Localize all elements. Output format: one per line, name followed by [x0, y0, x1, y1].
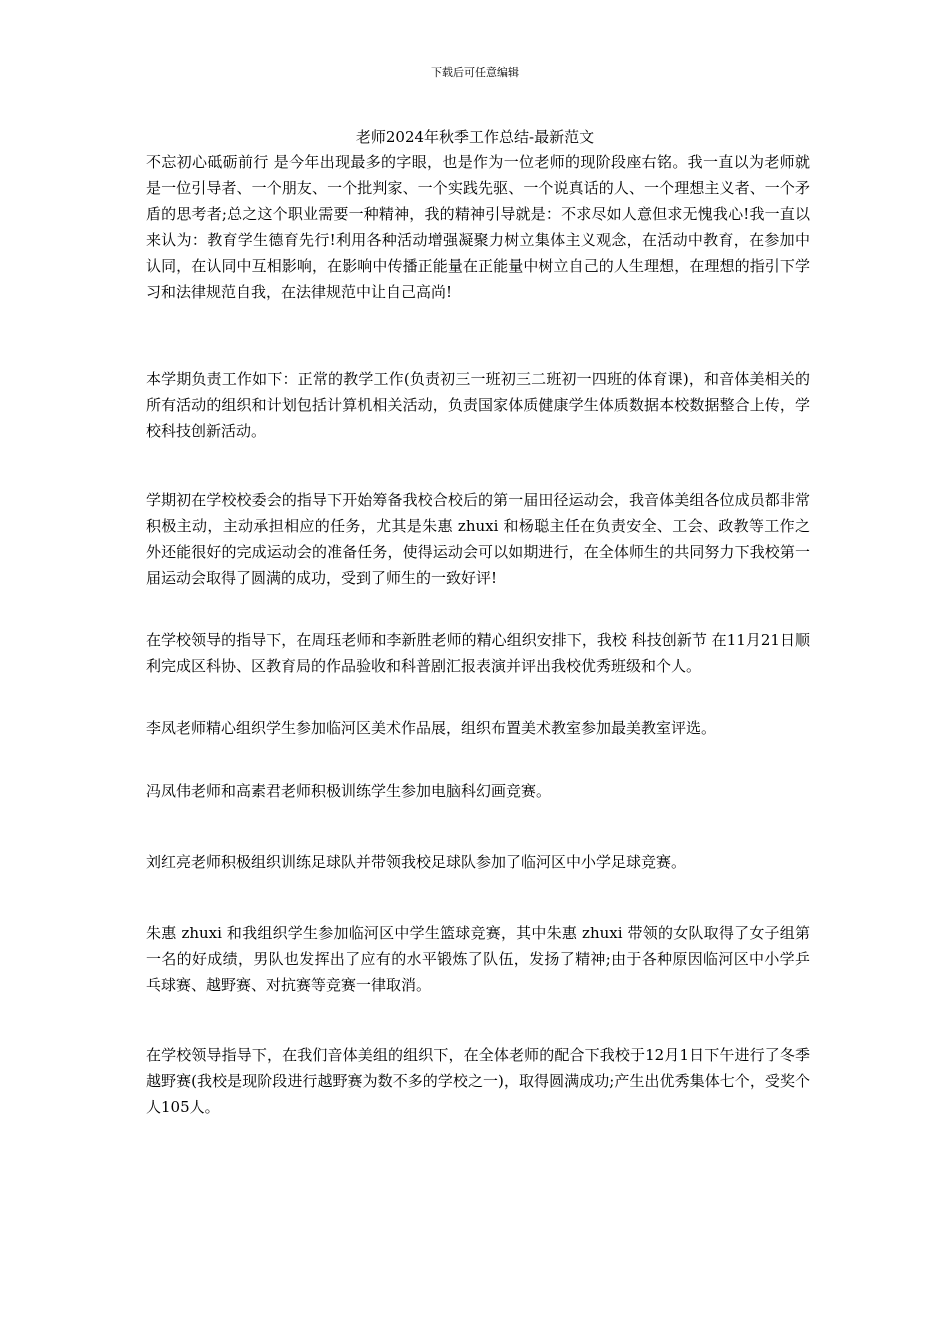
paragraph-art-exhibition: 李凤老师精心组织学生参加临河区美术作品展，组织布置美术教室参加最美教室评选。 [146, 719, 717, 737]
paragraph-tech-festival: 在学校领导的指导下，在周珏老师和李新胜老师的精心组织安排下，我校 科技创新节 在11月21日顺利完成区科协、区教育局的作品验收和科普剧汇报表演并评出我校优秀班级和个人。 [146, 631, 810, 675]
document-title: 老师2024年秋季工作总结-最新范文 [355, 128, 595, 146]
paragraph-computer-art: 冯凤伟老师和高素君老师积极训练学生参加电脑科幻画竞赛。 [146, 782, 552, 800]
paragraph-sports-meet: 学期初在学校校委会的指导下开始筹备我校合校后的第一届田径运动会，我音体美组各位成员都非常积极主动，主动承担相应的任务，尤其是朱惠 zhuxi 和杨聪主任在负责安全、工会、政教等工作之外还能很好的完成运动会的准备任务，使得运动会可以如期进行，在全体师生的共同努力下我校第一届运动会取得了圆满的成功，受到了师生的一致好评! [146, 491, 810, 587]
paragraph-intro: 不忘初心砥砺前行 是今年出现最多的字眼，也是作为一位老师的现阶段座右铭。我一直以为老师就是一位引导者、一个朋友、一个批判家、一个实践先驱、一个说真话的人、一个理想主义者、一个矛盾的思考者;总之这个职业需要一种精神，我的精神引导就是：不求尽如人意但求无愧我心!我一直以来认为：教育学生德育先行!利用各种活动增强凝聚力树立集体主义观念，在活动中教育，在参加中认同，在认同中互相影响，在影响中传播正能量在正能量中树立自己的人生理想，在理想的指引下学习和法律规范自我，在法律规范中让自己高尚! [146, 153, 810, 301]
paragraph-duties: 本学期负责工作如下：正常的教学工作(负责初三一班初三二班初一四班的体育课)，和音体美相关的所有活动的组织和计划包括计算机相关活动，负责国家体质健康学生体质数据本校数据整合上传，学校科技创新活动。 [146, 370, 810, 440]
paragraph-basketball: 朱惠 zhuxi 和我组织学生参加临河区中学生篮球竞赛，其中朱惠 zhuxi 带领的女队取得了女子组第一名的好成绩，男队也发挥出了应有的水平锻炼了队伍，发扬了精神;由于各种原因临河区中小学乒乓球赛、越野赛、对抗赛等竞赛一律取消。 [146, 924, 810, 994]
paragraph-football: 刘红亮老师积极组织训练足球队并带领我校足球队参加了临河区中小学足球竞赛。 [146, 853, 687, 871]
header-note: 下载后可任意编辑 [431, 66, 519, 79]
document-body [146, 149, 810, 1120]
paragraph-cross-country: 在学校领导指导下，在我们音体美组的组织下，在全体老师的配合下我校于12月1日下午进行了冬季越野赛(我校是现阶段进行越野赛为数不多的学校之一)，取得圆满成功;产生出优秀集体七个，受奖个人105人。 [146, 1046, 810, 1116]
